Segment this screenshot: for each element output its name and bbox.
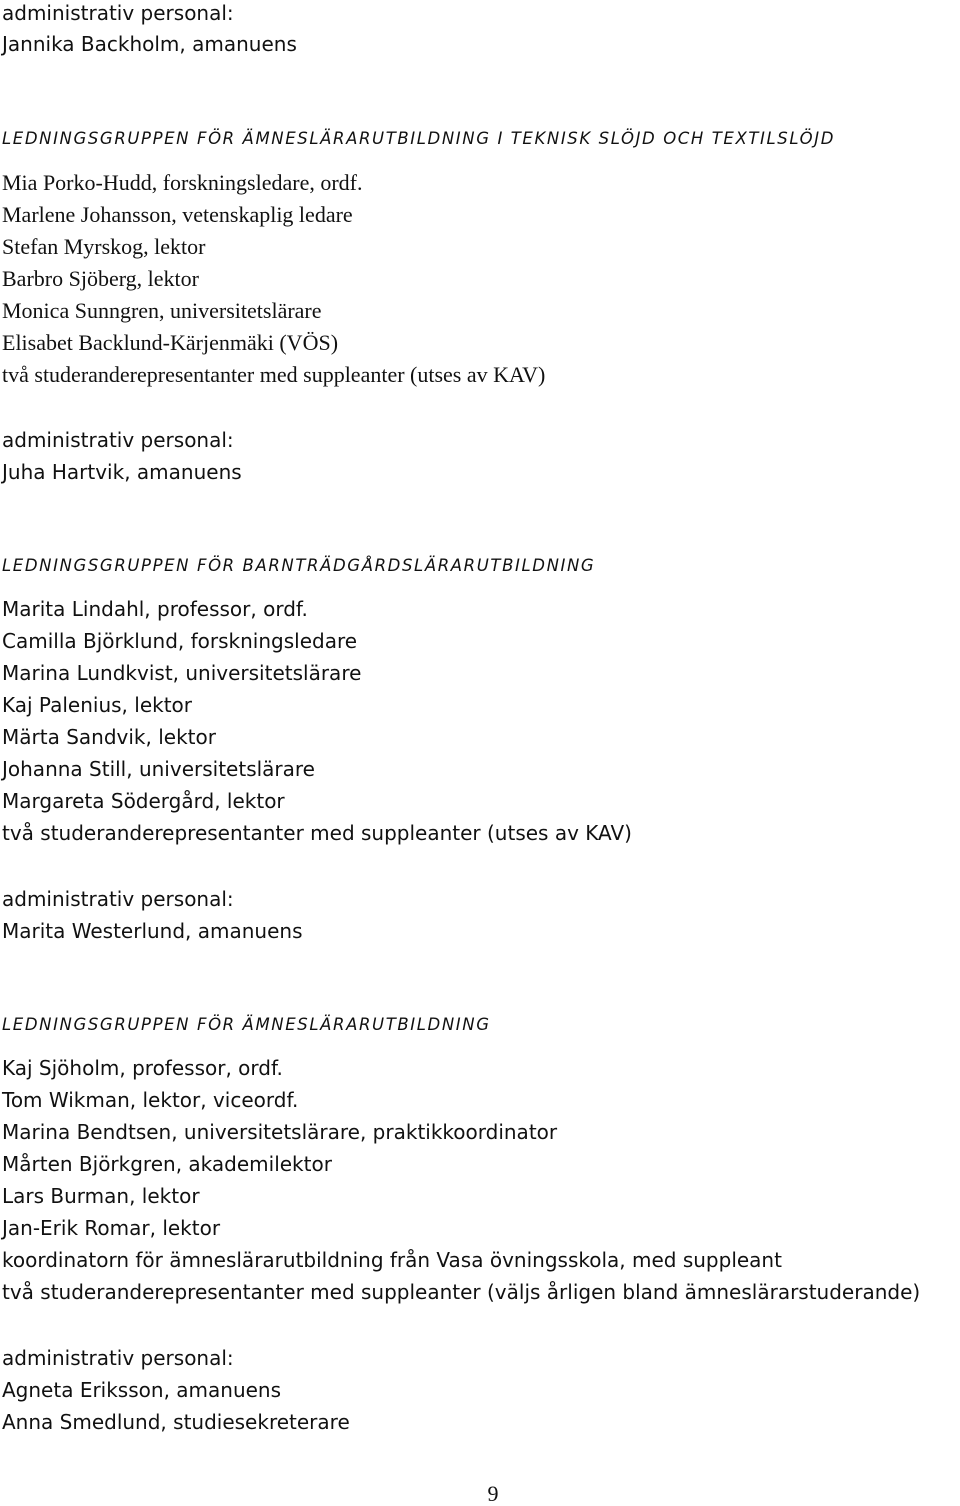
admin-name: Jannika Backholm, amanuens [2,32,297,56]
member-line: Marina Lundkvist, universitetslärare [2,661,362,685]
member-line: Kaj Sjöholm, professor, ordf. [2,1056,283,1080]
member-line: Tom Wikman, lektor, viceordf. [2,1088,299,1112]
member-line: två studeranderepresentanter med suppleanter (utses av KAV) [2,821,632,845]
admin-name: Agneta Eriksson, amanuens [2,1378,282,1402]
member-line: Mårten Björkgren, akademilektor [2,1152,332,1176]
admin-name: Anna Smedlund, studiesekreterare [2,1410,350,1434]
member-line: Mia Porko-Hudd, forskningsledare, ordf. [2,170,363,195]
section-heading: LEDNINGSGRUPPEN FÖR ÄMNESLÄRARUTBILDNING [2,1015,491,1034]
admin-name: Juha Hartvik, amanuens [2,460,242,484]
member-line: Marina Bendtsen, universitetslärare, praktikkoordinator [2,1120,558,1144]
page-number: 9 [487,1481,499,1506]
member-line: koordinatorn för ämneslärarutbildning från Vasa övningsskola, med suppleant [2,1248,782,1272]
member-line: Stefan Myrskog, lektor [2,234,206,259]
member-line: Kaj Palenius, lektor [2,693,192,717]
section-heading: LEDNINGSGRUPPEN FÖR BARNTRÄDGÅRDSLÄRARUTBILDNING [2,556,596,575]
member-line: Lars Burman, lektor [2,1184,200,1208]
member-line: Elisabet Backlund-Kärjenmäki (VÖS) [2,330,339,355]
admin-label: administrativ personal: [2,1,234,25]
member-line: Märta Sandvik, lektor [2,725,216,749]
member-line: Monica Sunngren, universitetslärare [2,298,322,323]
admin-label: administrativ personal: [2,428,234,452]
member-line: Barbro Sjöberg, lektor [2,266,199,291]
admin-label: administrativ personal: [2,1346,234,1370]
member-line: Johanna Still, universitetslärare [2,757,315,781]
member-line: två studeranderepresentanter med suppleanter (väljs årligen bland ämneslärarstuderande) [2,1280,921,1304]
admin-label: administrativ personal: [2,887,234,911]
admin-name: Marita Westerlund, amanuens [2,919,303,943]
member-line: Marlene Johansson, vetenskaplig ledare [2,202,353,227]
member-line: Camilla Björklund, forskningsledare [2,629,358,653]
member-line: Margareta Södergård, lektor [2,789,285,813]
member-line: Marita Lindahl, professor, ordf. [2,597,308,621]
section-heading: LEDNINGSGRUPPEN FÖR ÄMNESLÄRARUTBILDNING I TEKNISK SLÖJD OCH TEXTILSLÖJD [2,129,836,148]
member-line: två studeranderepresentanter med suppleanter (utses av KAV) [2,362,546,387]
member-line: Jan-Erik Romar, lektor [2,1216,221,1240]
